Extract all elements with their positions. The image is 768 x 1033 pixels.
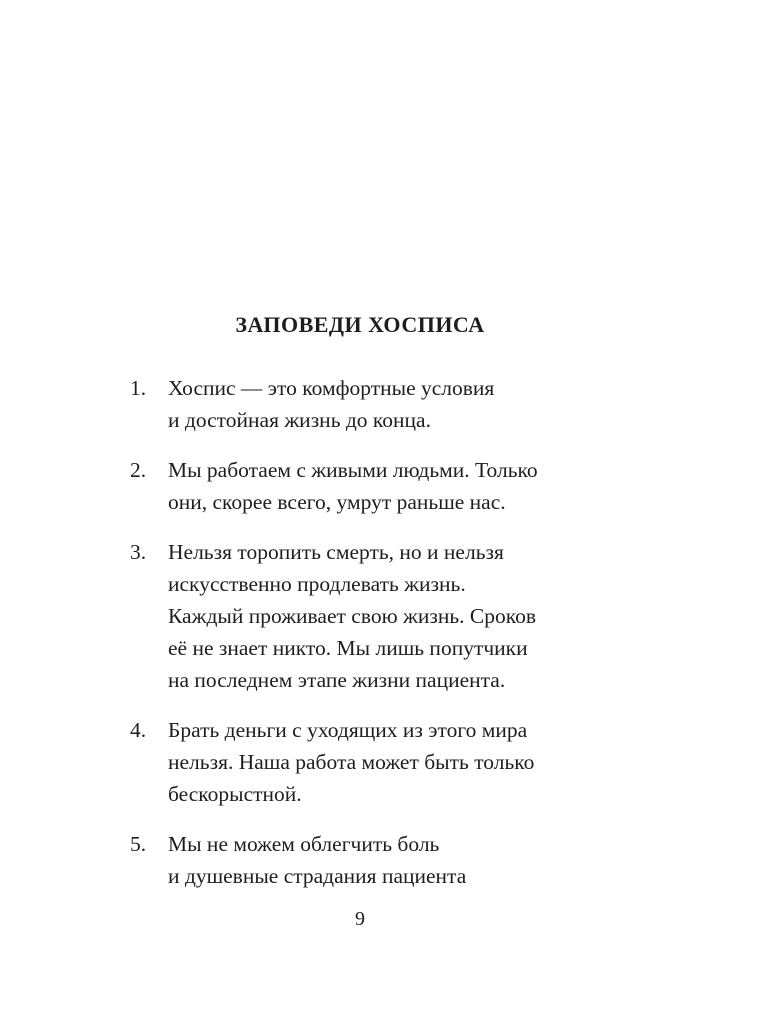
item-number: 2.: [130, 458, 147, 482]
item-text: Хоспис — это комфортные условия и достойная жизнь до конца.: [168, 376, 495, 432]
item-text: Мы не можем облегчить боль и душевные страдания пациента: [168, 832, 467, 888]
item-text: Брать деньги с уходящих из этого мира нельзя. Наша работа может быть только бескорыстной.: [168, 718, 535, 806]
item-number: 1.: [130, 376, 147, 400]
page-number: 9: [355, 908, 365, 930]
item-number: 3.: [130, 540, 147, 564]
item-text: Мы работаем с живыми людьми. Только они, скорее всего, умрут раньше нас.: [168, 458, 538, 514]
page-title: ЗАПОВЕДИ ХОСПИСА: [235, 312, 485, 337]
list-item-5: [130, 828, 610, 892]
list-item-4: [130, 714, 610, 810]
list-item-3: [130, 536, 610, 696]
item-number: 4.: [130, 718, 147, 742]
item-text: Нельзя торопить смерть, но и нельзя искусственно продлевать жизнь. Каждый проживает свою жизнь. Сроков её не знает никто. Мы лишь попутчики на последнем этапе жизни пациента.: [168, 540, 537, 692]
commandments-list: [130, 372, 610, 910]
item-number: 5.: [130, 832, 147, 856]
list-item-1: [130, 372, 610, 436]
list-item-2: [130, 454, 610, 518]
